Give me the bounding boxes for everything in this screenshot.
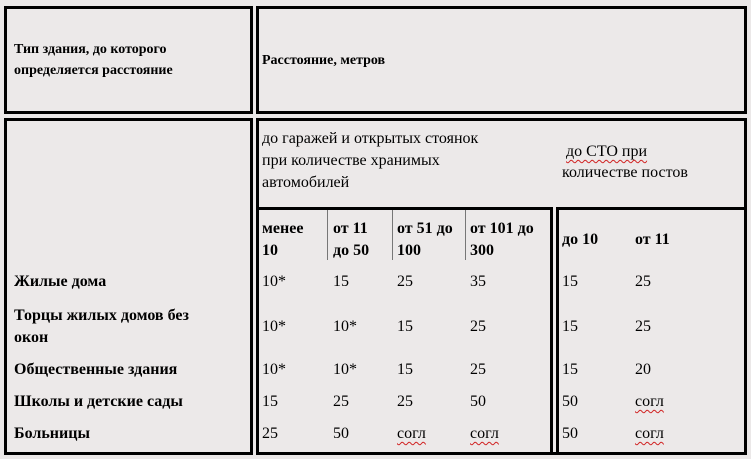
cell: 10* [262, 361, 286, 378]
cell: 25 [635, 318, 651, 335]
cell-text: согл [635, 393, 664, 410]
col-header-2-line1: от 11 [333, 220, 368, 237]
col-header-6: от 11 [635, 231, 670, 248]
cell: 15 [562, 273, 578, 290]
garages-heading-line3: автомобилей [262, 174, 350, 191]
cell: 15 [262, 393, 278, 410]
cell: 15 [562, 318, 578, 335]
col-header-2-line2: до 50 [333, 242, 370, 259]
cell: 10* [262, 273, 286, 290]
col-header-3-line2: 100 [397, 242, 421, 259]
cell [397, 423, 426, 445]
distance-heading: Расстояние, метров [262, 53, 386, 68]
cell: 25 [397, 273, 413, 290]
row-label-house-ends-line2: окон [14, 329, 49, 346]
garages-heading-line1: до гаражей и открытых стоянок [262, 130, 479, 147]
cell: 10* [333, 361, 357, 378]
cell: 10* [262, 318, 286, 335]
cell [470, 423, 499, 445]
cell [635, 423, 664, 445]
cell-text: согл [635, 425, 664, 442]
garages-heading-line2: при количестве хранимых [262, 152, 440, 169]
cell: 25 [333, 393, 349, 410]
cell: 10* [333, 318, 357, 335]
cell: 25 [470, 361, 486, 378]
row-label-residential: Жилые дома [14, 273, 107, 290]
cell: 15 [397, 361, 413, 378]
cell: 15 [333, 273, 349, 290]
cell: 15 [397, 318, 413, 335]
col-header-1-line1: менее [262, 220, 304, 237]
cell: 50 [562, 425, 578, 442]
row-label-public-buildings: Общественные здания [14, 361, 178, 378]
col-header-4-line1: от 101 до [470, 220, 534, 237]
col-header-3-line1: от 51 до [397, 220, 453, 237]
cell [635, 391, 664, 413]
cell: 50 [562, 393, 578, 410]
cell: 15 [562, 361, 578, 378]
row-label-hospitals: Больницы [14, 425, 90, 442]
col-divider [465, 210, 466, 260]
sto-heading-line1 [566, 141, 647, 163]
cell: 50 [470, 393, 486, 410]
cell: 25 [397, 393, 413, 410]
building-type-heading-line1: Тип здания, до которого [14, 42, 167, 57]
cell-text: согл [397, 425, 426, 442]
col-divider [327, 210, 328, 260]
row-label-house-ends-line1: Торцы жилых домов без [14, 307, 189, 324]
col-header-4-line2: 300 [470, 242, 494, 259]
col-divider [392, 210, 393, 260]
cell: 25 [262, 425, 278, 442]
cell: 25 [635, 273, 651, 290]
sto-heading-line1-text: до СТО при [566, 143, 648, 160]
building-type-heading-line2: определяется расстояние [14, 63, 173, 78]
cell: 35 [470, 273, 486, 290]
cell: 25 [470, 318, 486, 335]
sto-heading-line2: количестве постов [562, 164, 688, 181]
cell: 20 [635, 361, 651, 378]
col-header-5: до 10 [562, 231, 599, 248]
cell-text: согл [470, 425, 499, 442]
col-header-1-line2: 10 [262, 242, 278, 259]
row-label-schools: Школы и детские сады [14, 393, 183, 410]
header-cell-building-type [4, 6, 253, 114]
cell: 50 [333, 425, 349, 442]
